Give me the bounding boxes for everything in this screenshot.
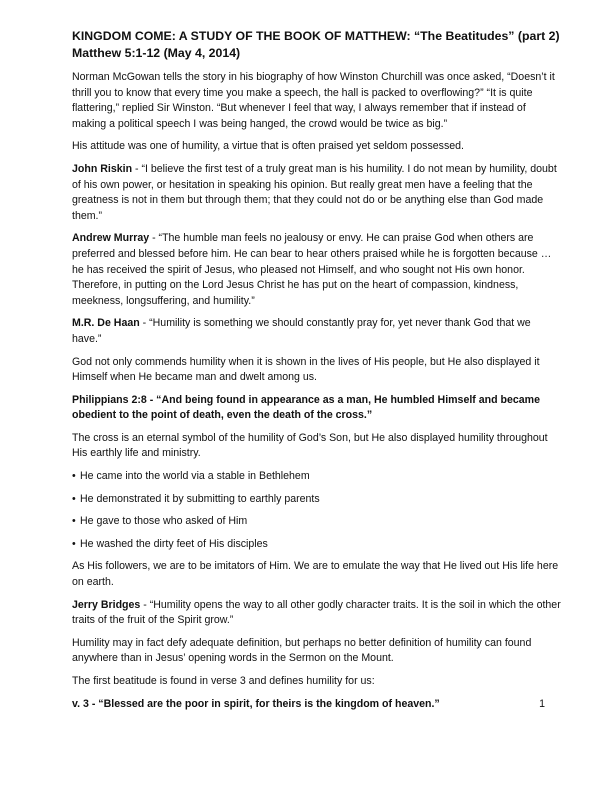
- ruskin-quote: [72, 162, 562, 224]
- intro-paragraph: Norman McGowan tells the story in his biography of how Winston Churchill was once asked, “Doesn’t it thrill you to know that every time you make a speech, the hall is packed to overflowing?” “It is quite flattering,” replied Sir Winston. “But whenever I feel that way, I always remember that if instead of making a political speech I was being hanged, the crowd would be twice as big.”: [72, 71, 555, 130]
- list-item: [72, 492, 562, 508]
- dehaan-quote: [72, 316, 562, 347]
- attitude-paragraph: His attitude was one of humility, a virtue that is often praised yet seldom possessed.: [72, 140, 464, 153]
- bullet-icon: •: [72, 492, 76, 505]
- god-commends-paragraph: God not only commends humility when it is shown in the lives of His people, but He also displayed it Himself when He became man and dwelt among us.: [72, 355, 540, 384]
- quote-speaker: John Riskin: [72, 162, 133, 175]
- verse-3-line: [72, 697, 562, 713]
- list-item-text: He washed the dirty feet of His disciples: [80, 537, 268, 550]
- list-item: [72, 514, 562, 530]
- bullet-icon: •: [72, 515, 76, 528]
- quote-text: - “I believe the first test of a truly great man is his humility. I do not mean by humility, doubt of his own power, or hesitation in speaking his opinion. But really great men have a feeling that the greatness is not in them but through them; that they could not do or be anything else than God made them.”: [72, 162, 557, 222]
- title-line-2: Matthew 5:1-12 (May 4, 2014): [72, 46, 241, 60]
- first-beatitude-paragraph: The first beatitude is found in verse 3 and defines humility for us:: [72, 675, 375, 687]
- defy-paragraph: Humility may in fact defy adequate definition, but perhaps no better definition of humility can found anywhere than in Jesus’ opening words in the Sermon on the Mount.: [72, 636, 532, 665]
- list-item-text: He demonstrated it by submitting to earthly parents: [80, 492, 320, 505]
- quote-speaker: Andrew Murray: [72, 232, 150, 245]
- quote-text: - “Humility opens the way to all other godly character traits. It is the soil in which the other traits of the fruit of the Spirit grow.”: [72, 598, 561, 627]
- philippians-verse: Philippians 2:8 - “And being found in appearance as a man, He humbled Himself and became obedient to the point of death, even the death of the cross.”: [72, 393, 540, 422]
- title-line-1: KINGDOM COME: A STUDY OF THE BOOK OF MATTHEW: “The Beatitudes” (part 2): [72, 29, 560, 43]
- imitators-paragraph: As His followers, we are to be imitators of Him. We are to emulate the way that He lived out His life here on earth.: [72, 560, 559, 589]
- list-item-text: He gave to those who asked of Him: [80, 515, 248, 528]
- bullet-icon: •: [72, 470, 76, 483]
- cross-paragraph: The cross is an eternal symbol of the humility of God’s Son, but He also displayed humility throughout His earthly life and ministry.: [72, 431, 548, 460]
- list-item: [72, 469, 562, 485]
- list-item: [72, 537, 562, 553]
- quote-text: - “Humility is something we should constantly pray for, yet never thank God that we have.”: [72, 317, 531, 345]
- page-number: 1: [539, 697, 545, 710]
- list-item-text: He came into the world via a stable in Bethlehem: [80, 470, 310, 483]
- bridges-quote: [72, 598, 562, 629]
- document-title: [72, 28, 562, 62]
- verse-3: v. 3 - “Blessed are the poor in spirit, for theirs is the kingdom of heaven.”: [72, 697, 440, 710]
- quote-speaker: Jerry Bridges: [72, 598, 141, 611]
- murray-quote: [72, 231, 562, 309]
- quote-text: - “The humble man feels no jealousy or envy. He can praise God when others are preferred and blessed before him. He can bear to hear others praised while he is forgotten because … he has received the spirit of Jesus, who pleased not Himself, and who sought not His own honor. Therefore, in putting on the Lord Jesus Christ he has put on the heart of compassion, kindness, meekness, longsuffering, and humility.”: [72, 232, 552, 307]
- bullet-icon: •: [72, 537, 76, 550]
- quote-speaker: M.R. De Haan: [72, 317, 140, 330]
- document-page: [72, 28, 562, 712]
